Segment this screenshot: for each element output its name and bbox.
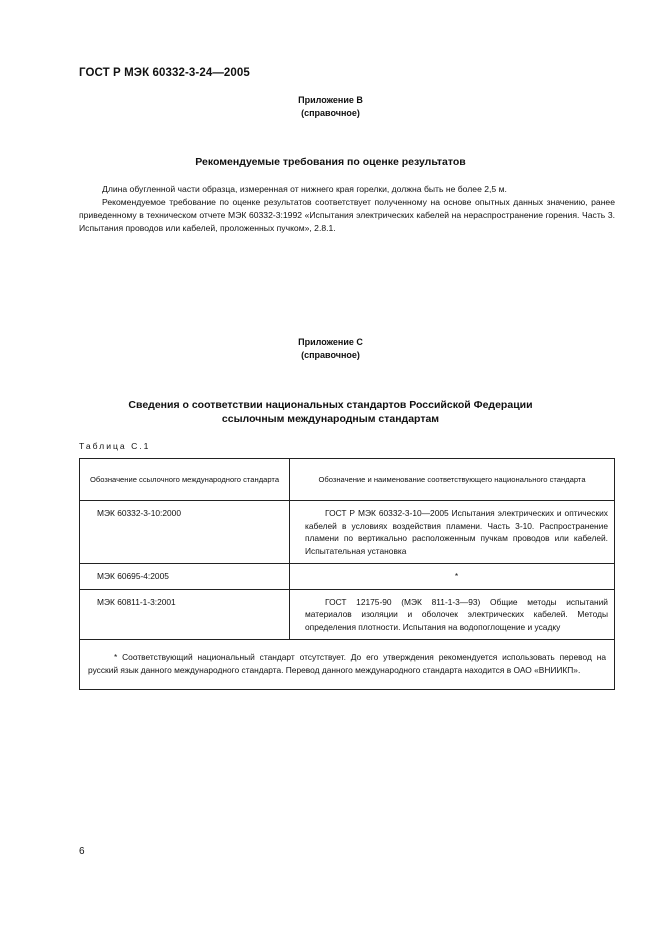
table-caption: Таблица С.1 [79,441,151,451]
annex-c-heading-line-1: Сведения о соответствии национальных стандартов Российской Федерации [128,399,533,411]
page-number: 6 [79,846,85,857]
annex-b-paragraph-1: Длина обугленной части образца, измеренная от нижнего края горелки, должна быть не более 2,5 м. [102,184,507,194]
annex-b-status: (справочное) [301,108,360,118]
national-standard-cell [290,501,615,564]
reference-standard-cell: МЭК 60695-4:2005 [80,564,290,590]
annex-b-body [79,183,615,235]
reference-standard-cell: МЭК 60332-3-10:2000 [80,501,290,564]
annex-c-status: (справочное) [301,350,360,360]
correspondence-table [79,458,615,690]
national-standard-text: ГОСТ Р МЭК 60332-3-10—2005 Испытания электрических и оптических кабелей в условиях воздействия пламени. Часть 3-10. Распространение пламени по вертикально расположенным пучкам проводов или кабелей. Испытательная установка [305,508,608,556]
annex-c-heading-line-2: ссылочным международным стандартам [221,413,440,425]
annex-b-paragraph-2: Рекомендуемое требование по оценке результатов соответствует полученному на основе опытных данных значению, ранее приведенному в техническом отчете МЭК 60332-3:1992 «Испытания электрических кабелей на нераспространение горения. Часть 3. Испытания проводов или кабелей, проложенных пучком», 2.8.1. [79,197,615,233]
national-standard-text: ГОСТ 12175-90 (МЭК 811-1-3—93) Общие методы испытаний материалов изоляции и оболочек электрических кабелей. Методы определения плотности. Испытания на водопоглощение и усадку [305,596,608,632]
annex-c-label: Приложение С [298,337,363,347]
annex-b-heading: Рекомендуемые требования по оценке результатов [195,156,466,168]
column-header-reference: Обозначение ссылочного международного стандарта [80,459,290,501]
reference-standard-cell: МЭК 60811-1-3:2001 [80,589,290,640]
national-standard-cell [290,589,615,640]
table-footnote-cell [80,640,615,690]
national-standard-cell: * [290,564,615,590]
table-header-row [80,459,615,501]
table-footnote-text: * Соответствующий национальный стандарт отсутствует. До его утверждения рекомендуется использовать перевод на русский язык данного международного стандарта. Перевод данного международного стандарта находится в ОАО «ВНИИКП». [88,652,606,675]
table-footnote-row [80,640,615,690]
table-row [80,501,615,564]
column-header-national: Обозначение и наименование соответствующего национального стандарта [290,459,615,501]
document-code: ГОСТ Р МЭК 60332-3-24—2005 [79,67,250,79]
annex-b-label: Приложение В [298,95,363,105]
table-row [80,564,615,590]
table-row [80,589,615,640]
